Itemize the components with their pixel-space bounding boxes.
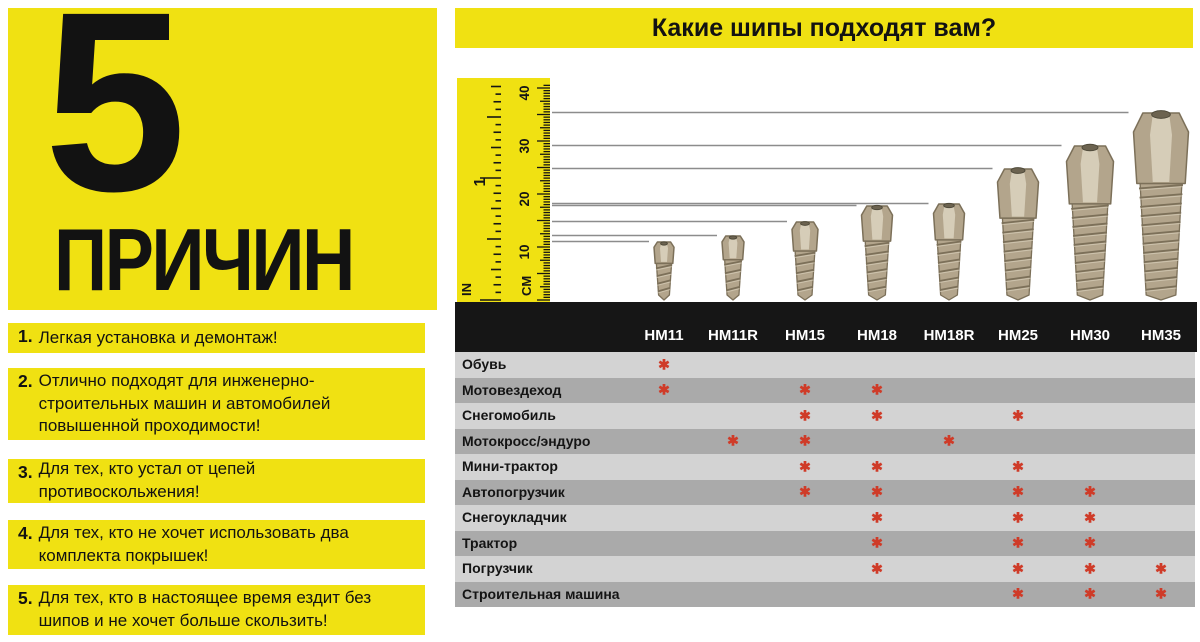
reason-number: 3.	[18, 462, 33, 482]
compatibility-mark-HM25: ✱	[1012, 458, 1024, 475]
compatibility-mark-HM18: ✱	[871, 483, 883, 500]
model-label-HM18R: HM18R	[923, 327, 975, 344]
row-label: Трактор	[462, 534, 518, 551]
table-row	[455, 352, 1195, 378]
reason-number: 4.	[18, 523, 33, 543]
page-title: Какие шипы подходят вам?	[651, 13, 997, 42]
stud-illustration-HM11	[654, 242, 674, 300]
row-label: Мотовездеход	[462, 381, 562, 398]
ruler-in-label: IN	[459, 283, 474, 296]
stud-illustration-HM11R	[722, 236, 744, 300]
compatibility-mark-HM18R: ✱	[943, 432, 955, 449]
ruler-cm-number: 10	[517, 244, 532, 260]
compatibility-mark-HM18: ✱	[871, 560, 883, 577]
compatibility-mark-HM30: ✱	[1084, 534, 1096, 551]
stud-illustration-HM18	[862, 205, 893, 300]
reason-text: Для тех, кто устал от цепей противоскольжения!	[38, 459, 256, 501]
table-row	[455, 403, 1195, 429]
row-label: Обувь	[462, 356, 507, 372]
reason-text: Для тех, кто в настоящее время ездит без шипов и не хочет больше скользить!	[38, 588, 372, 630]
compatibility-mark-HM25: ✱	[1012, 534, 1024, 551]
compatibility-mark-HM18: ✱	[871, 534, 883, 551]
ruler-cm-number: 30	[517, 138, 532, 154]
compatibility-mark-HM35: ✱	[1155, 560, 1167, 577]
table-row	[455, 480, 1195, 506]
row-label: Мини-трактор	[462, 458, 558, 474]
stud-size-chart	[455, 56, 1200, 302]
compatibility-mark-HM25: ✱	[1012, 483, 1024, 500]
reason-text: Для тех, кто не хочет использовать два комплекта покрышек!	[38, 522, 349, 565]
row-label: Снегоукладчик	[462, 509, 567, 525]
compatibility-mark-HM30: ✱	[1084, 483, 1096, 500]
compatibility-mark-HM18: ✱	[871, 407, 883, 424]
table-row	[455, 454, 1195, 480]
hero-panel	[8, 0, 437, 310]
reason-number: 1.	[18, 326, 33, 346]
compatibility-table	[455, 352, 1195, 607]
stud-illustration-HM30	[1067, 144, 1114, 300]
model-label-HM15: HM15	[784, 327, 826, 344]
hero-number: 5	[44, 0, 181, 245]
table-row	[455, 505, 1195, 531]
compatibility-mark-HM18: ✱	[871, 509, 883, 526]
model-label-HM11: HM11	[644, 327, 684, 344]
reason-item-5	[8, 585, 425, 635]
table-row	[455, 582, 1195, 608]
compatibility-mark-HM15: ✱	[799, 458, 811, 475]
models-header-bar	[455, 302, 1197, 352]
model-label-HM30: HM30	[1069, 327, 1111, 344]
row-label: Строительная машина	[462, 585, 620, 602]
ruler	[457, 78, 550, 302]
ruler-inch-number: 1	[472, 177, 489, 187]
ruler-cm-label: CM	[519, 275, 534, 296]
model-label-HM11R: HM11R	[707, 327, 759, 344]
model-label-HM25: HM25	[997, 327, 1039, 344]
row-label: Автопогрузчик	[462, 483, 565, 500]
table-row	[455, 378, 1195, 404]
table-row	[455, 531, 1195, 557]
compatibility-mark-HM11: ✱	[658, 356, 670, 373]
reason-item-1	[8, 323, 425, 353]
row-label: Мотокросс/эндуро	[462, 432, 591, 449]
compatibility-mark-HM25: ✱	[1012, 509, 1024, 526]
reason-item-2	[8, 368, 425, 440]
compatibility-mark-HM11R: ✱	[727, 432, 739, 449]
title-bar	[455, 8, 1193, 48]
compatibility-mark-HM25: ✱	[1012, 407, 1024, 424]
compatibility-mark-HM30: ✱	[1084, 585, 1096, 602]
model-label-HM35: HM35	[1140, 327, 1182, 344]
compatibility-mark-HM11: ✱	[658, 381, 670, 398]
stud-illustration-HM35	[1134, 111, 1189, 300]
stud-illustration-HM15	[792, 222, 818, 300]
table-row	[455, 429, 1195, 455]
compatibility-mark-HM15: ✱	[799, 432, 811, 449]
ruler-cm-number: 40	[517, 85, 532, 101]
compatibility-mark-HM25: ✱	[1012, 585, 1024, 602]
compatibility-mark-HM30: ✱	[1084, 560, 1096, 577]
compatibility-mark-HM25: ✱	[1012, 560, 1024, 577]
reason-text: Отлично подходят для инженерно-строительных машин и автомобилей повышенной проходимости!	[38, 370, 331, 436]
compatibility-mark-HM35: ✱	[1155, 585, 1167, 602]
reason-number: 2.	[18, 371, 33, 391]
compatibility-mark-HM18: ✱	[871, 458, 883, 475]
ruler-cm-number: 20	[517, 191, 532, 207]
stud-illustration-HM18R	[934, 203, 965, 300]
compatibility-mark-HM15: ✱	[799, 483, 811, 500]
compatibility-mark-HM30: ✱	[1084, 509, 1096, 526]
model-label-HM18: HM18	[856, 327, 898, 344]
compatibility-mark-HM15: ✱	[799, 381, 811, 398]
stud-illustration-HM25	[998, 168, 1039, 300]
row-label: Снегомобиль	[462, 407, 556, 423]
row-label: Погрузчик	[462, 560, 533, 576]
reason-number: 5.	[18, 588, 33, 608]
compatibility-mark-HM18: ✱	[871, 381, 883, 398]
compatibility-mark-HM15: ✱	[799, 407, 811, 424]
reason-item-3	[8, 459, 425, 503]
hero-word: ПРИЧИН	[54, 210, 353, 309]
table-row	[455, 556, 1195, 582]
reason-item-4	[8, 520, 425, 569]
reason-text: Легкая установка и демонтаж!	[38, 327, 278, 347]
